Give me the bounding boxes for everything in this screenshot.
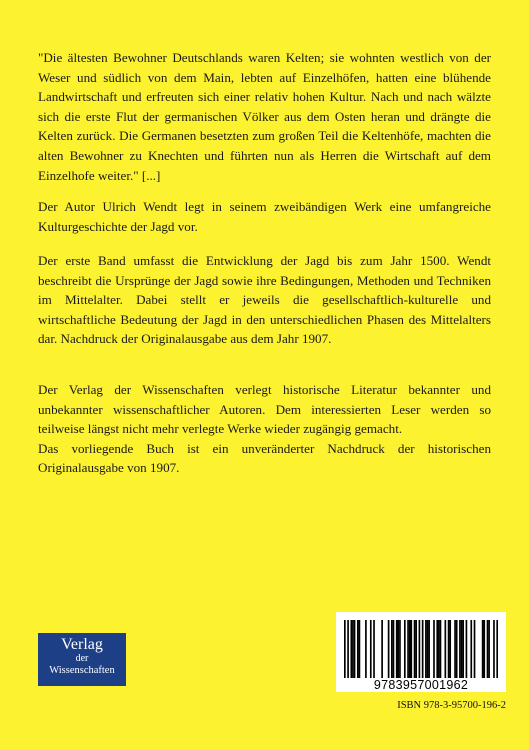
barcode-bar (414, 620, 416, 678)
barcode-bar (391, 620, 393, 678)
barcode-bar (470, 620, 472, 678)
barcode-bar (404, 620, 406, 678)
barcode-bar (350, 620, 352, 678)
barcode-bar (436, 620, 438, 678)
barcode-bar (388, 620, 390, 678)
barcode-bar (396, 620, 398, 678)
barcode-bar (344, 620, 346, 678)
barcode-bar (462, 620, 464, 678)
barcode-bar (428, 620, 430, 678)
publisher-logo (38, 633, 126, 686)
barcode-bar (352, 620, 354, 678)
barcode-bar (454, 620, 456, 678)
barcode (336, 612, 506, 692)
barcode-bar (474, 620, 476, 678)
barcode-bar (461, 620, 463, 678)
barcode-bar (409, 620, 411, 678)
barcode-bar (496, 620, 498, 678)
barcode-bar (419, 620, 421, 678)
barcode-bar (488, 620, 490, 678)
barcode-bar (422, 620, 424, 678)
barcode-bar (433, 620, 435, 678)
barcode-bar (359, 620, 361, 678)
barcode-bar (365, 620, 367, 678)
barcode-bar (399, 620, 401, 678)
barcode-bar (410, 620, 412, 678)
barcode-bar (466, 620, 468, 678)
author-paragraph: Der Autor Ulrich Wendt legt in seinem zweibändigen Werk eine umfangreiche Kulturgeschichte der Jagd vor. (38, 199, 491, 234)
barcode-bar (347, 620, 349, 678)
barcode-bar (397, 620, 399, 678)
logo-line-der: der (75, 653, 89, 664)
barcode-bar (449, 620, 451, 678)
isbn-number: ISBN 978-3-95700-196-2 (397, 700, 506, 711)
barcode-bars (344, 620, 498, 678)
barcode-bar (493, 620, 495, 678)
barcode-bar (357, 620, 359, 678)
barcode-bar (456, 620, 458, 678)
barcode-bar (445, 620, 447, 678)
logo-line-verlag: Verlag (61, 636, 103, 653)
barcode-digits: 9783957001962 (373, 678, 469, 692)
volume-description-paragraph: Der erste Band umfasst die Entwicklung der Jagd bis zum Jahr 1500. Wendt beschreibt die Ursprünge der Jagd sowie ihre Bedingungen, Methoden und Techniken im Mittelalter. Dabei stellt er jeweils die gesellschaftlich-kulturelle und wirtschaftliche Bedeutung der Jagd in den unterschiedlichen Phasen des Mittelalters dar. Nachdruck der Originalausgabe aus dem Jahr 1907. (38, 253, 491, 347)
barcode-bar (483, 620, 485, 678)
barcode-bar (370, 620, 372, 678)
barcode-bar (425, 620, 427, 678)
barcode-bar (354, 620, 356, 678)
barcode-bar (415, 620, 417, 678)
barcode-bar (427, 620, 429, 678)
quote-paragraph: "Die ältesten Bewohner Deutschlands waren Kelten; sie wohnten westlich von der Weser und südlich von dem Main, lebten auf Einzelhöfen, hatten eine blühende Landwirtschaft und erfreuten sich einer relativ hohen Kultur. Nach und nach wälzte sich die erste Flut der germanischen Völker aus dem Osten heran und drängte die Kelten zurück. Die Germanen besetzten zum großen Teil die Keltenhöfe, machten die alten Bewohner zu Knechten und führten nun als Herren die Wirtschaft auf dem Einzelhofe weiter." [...] (38, 50, 491, 183)
barcode-bar (482, 620, 484, 678)
barcode-bar (440, 620, 442, 678)
publisher-section (38, 380, 491, 478)
logo-line-wissenschaften: Wissenschaften (49, 665, 115, 676)
barcode-bar (407, 620, 409, 678)
barcode-bar (373, 620, 375, 678)
barcode-bar (459, 620, 461, 678)
reprint-note-paragraph: Das vorliegende Buch ist ein unveränderter Nachdruck der historischen Originalausgabe von 1907. (38, 440, 491, 476)
publisher-paragraph: Der Verlag der Wissenschaften verlegt historische Literatur bekannter und unbekannter wissenschaftlicher Autoren. Dem interessierten Leser werden so teilweise längst nicht mehr verlegte Werke wieder zugängig gemacht. (38, 382, 491, 437)
barcode-bar (381, 620, 383, 678)
barcode-bar (487, 620, 489, 678)
barcode-bar (448, 620, 450, 678)
barcode-bar (393, 620, 395, 678)
barcode-bar (438, 620, 440, 678)
